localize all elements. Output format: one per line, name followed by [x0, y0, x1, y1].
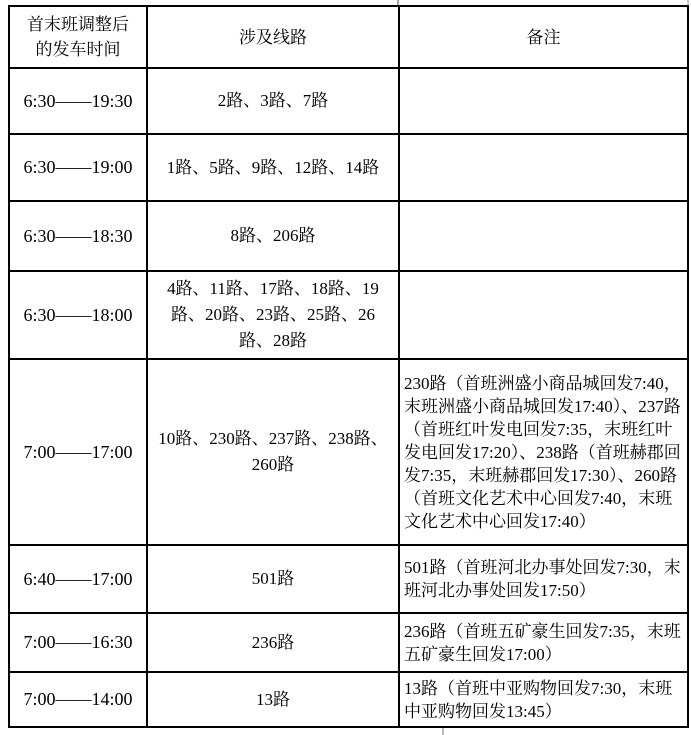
routes-cell: 1路、5路、9路、12路、14路 [147, 134, 399, 201]
header-cell-remarks: 备注 [399, 6, 688, 68]
remark-cell: 501路（首班河北办事处回发7:30，末班河北办事处回发17:50） [399, 545, 688, 613]
time-cell: 6:30——19:00 [9, 134, 147, 201]
table-row [9, 359, 688, 545]
routes-cell: 2路、3路、7路 [147, 68, 399, 134]
remark-cell [399, 201, 688, 271]
remark-cell [399, 134, 688, 201]
table-row [9, 613, 688, 672]
remark-cell: 13路（首班中亚购物回发7:30，末班中亚购物回发13:45） [399, 672, 688, 727]
routes-cell: 236路 [147, 613, 399, 672]
routes-cell: 8路、206路 [147, 201, 399, 271]
bus-schedule-table [8, 5, 689, 728]
table-row [9, 672, 688, 727]
routes-cell: 10路、230路、237路、238路、260路 [147, 359, 399, 545]
time-cell: 7:00——17:00 [9, 359, 147, 545]
header-cell-routes: 涉及线路 [147, 6, 399, 68]
time-cell: 7:00——16:30 [9, 613, 147, 672]
time-cell: 6:30——18:30 [9, 201, 147, 271]
time-cell: 6:40——17:00 [9, 545, 147, 613]
routes-cell: 13路 [147, 672, 399, 727]
remark-cell [399, 271, 688, 359]
header-cell-time: 首末班调整后的发车时间 [9, 6, 147, 68]
table-row [9, 545, 688, 613]
time-cell: 7:00——14:00 [9, 672, 147, 727]
header-row [9, 6, 688, 68]
time-cell: 6:30——19:30 [9, 68, 147, 134]
remark-cell: 230路（首班洲盛小商品城回发7:40，末班洲盛小商品城回发17:40）、237路（首班红叶发电回发7:35，末班红叶发电回发17:20）、238路（首班赫郡回发7:35，末班赫郡回发17:30）、260路（首班文化艺术中心回发7:40，末班文化艺术中心回发17:40） [399, 359, 688, 545]
crop-artifact-line-bottom [442, 727, 444, 735]
time-cell: 6:30——18:00 [9, 271, 147, 359]
table-row [9, 271, 688, 359]
remark-cell: 236路（首班五矿豪生回发7:35，末班五矿豪生回发17:00） [399, 613, 688, 672]
table-row [9, 201, 688, 271]
routes-cell: 501路 [147, 545, 399, 613]
table-row [9, 134, 688, 201]
table-row [9, 68, 688, 134]
routes-cell: 4路、11路、17路、18路、19路、20路、23路、25路、26路、28路 [147, 271, 399, 359]
remark-cell [399, 68, 688, 134]
